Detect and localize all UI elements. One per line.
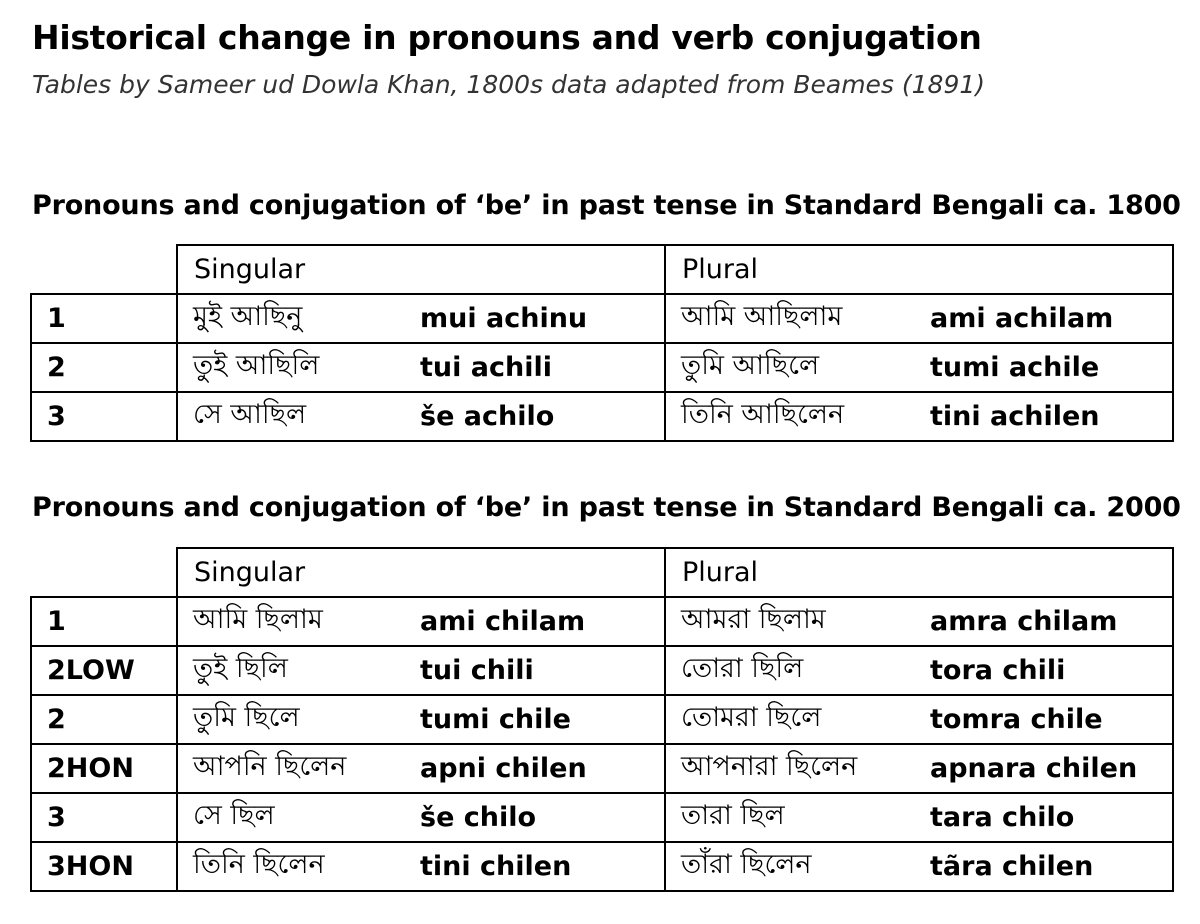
singular-bengali-cell: আমি ছিলাম — [177, 597, 412, 646]
person-cell: 2 — [31, 343, 177, 392]
singular-bengali-cell: তুমি ছিলে — [177, 695, 412, 744]
column-header-plural: Plural — [665, 548, 1173, 597]
singular-translit-cell: tini chilen — [412, 842, 665, 891]
table-row — [31, 695, 1173, 744]
page-title: Historical change in pronouns and verb conjugation — [32, 18, 982, 57]
conjugation-table-1800 — [30, 244, 1174, 442]
person-cell: 1 — [31, 294, 177, 343]
plural-translit-cell: ami achilam — [918, 294, 1173, 343]
singular-translit-cell: apni chilen — [412, 744, 665, 793]
singular-translit-cell: tumi chile — [412, 695, 665, 744]
header-blank-cell — [31, 548, 177, 597]
singular-bengali-cell: মুই আছিনু — [177, 294, 412, 343]
conjugation-table-2000 — [30, 547, 1174, 892]
person-cell: 3HON — [31, 842, 177, 891]
plural-translit-cell: tara chilo — [918, 793, 1173, 842]
header-blank-cell — [31, 245, 177, 294]
plural-bengali-cell: তাঁরা ছিলেন — [665, 842, 918, 891]
table-row — [31, 597, 1173, 646]
table-row — [31, 646, 1173, 695]
singular-bengali-cell: তুই আছিলি — [177, 343, 412, 392]
page-subtitle: Tables by Sameer ud Dowla Khan, 1800s data adapted from Beames (1891) — [32, 70, 986, 99]
person-cell: 2LOW — [31, 646, 177, 695]
plural-translit-cell: amra chilam — [918, 597, 1173, 646]
table-row — [31, 793, 1173, 842]
section-heading-1800: Pronouns and conjugation of ‘be’ in past tense in Standard Bengali ca. 1800 — [32, 190, 1181, 221]
person-cell: 3 — [31, 793, 177, 842]
plural-translit-cell: tora chili — [918, 646, 1173, 695]
plural-bengali-cell: তোমরা ছিলে — [665, 695, 918, 744]
singular-translit-cell: še achilo — [412, 392, 665, 441]
plural-translit-cell: tomra chile — [918, 695, 1173, 744]
column-header-singular: Singular — [177, 548, 665, 597]
singular-bengali-cell: তুই ছিলি — [177, 646, 412, 695]
person-cell: 1 — [31, 597, 177, 646]
table-row — [31, 343, 1173, 392]
singular-bengali-cell: সে আছিল — [177, 392, 412, 441]
table-row — [31, 744, 1173, 793]
plural-bengali-cell: তোরা ছিলি — [665, 646, 918, 695]
plural-bengali-cell: আপনারা ছিলেন — [665, 744, 918, 793]
person-cell: 2 — [31, 695, 177, 744]
section-heading-2000: Pronouns and conjugation of ‘be’ in past tense in Standard Bengali ca. 2000 — [32, 492, 1181, 523]
singular-translit-cell: še chilo — [412, 793, 665, 842]
column-header-singular: Singular — [177, 245, 665, 294]
singular-bengali-cell: তিনি ছিলেন — [177, 842, 412, 891]
table-row — [31, 392, 1173, 441]
plural-translit-cell: tini achilen — [918, 392, 1173, 441]
singular-translit-cell: tui chili — [412, 646, 665, 695]
plural-bengali-cell: তিনি আছিলেন — [665, 392, 918, 441]
singular-translit-cell: mui achinu — [412, 294, 665, 343]
table-header-row — [31, 548, 1173, 597]
singular-bengali-cell: সে ছিল — [177, 793, 412, 842]
singular-translit-cell: tui achili — [412, 343, 665, 392]
person-cell: 3 — [31, 392, 177, 441]
table-header-row — [31, 245, 1173, 294]
plural-bengali-cell: আমরা ছিলাম — [665, 597, 918, 646]
singular-bengali-cell: আপনি ছিলেন — [177, 744, 412, 793]
plural-translit-cell: tumi achile — [918, 343, 1173, 392]
column-header-plural: Plural — [665, 245, 1173, 294]
singular-translit-cell: ami chilam — [412, 597, 665, 646]
plural-bengali-cell: তুমি আছিলে — [665, 343, 918, 392]
table-row — [31, 294, 1173, 343]
plural-translit-cell: apnara chilen — [918, 744, 1173, 793]
plural-translit-cell: tãra chilen — [918, 842, 1173, 891]
plural-bengali-cell: তারা ছিল — [665, 793, 918, 842]
table-row — [31, 842, 1173, 891]
person-cell: 2HON — [31, 744, 177, 793]
plural-bengali-cell: আমি আছিলাম — [665, 294, 918, 343]
